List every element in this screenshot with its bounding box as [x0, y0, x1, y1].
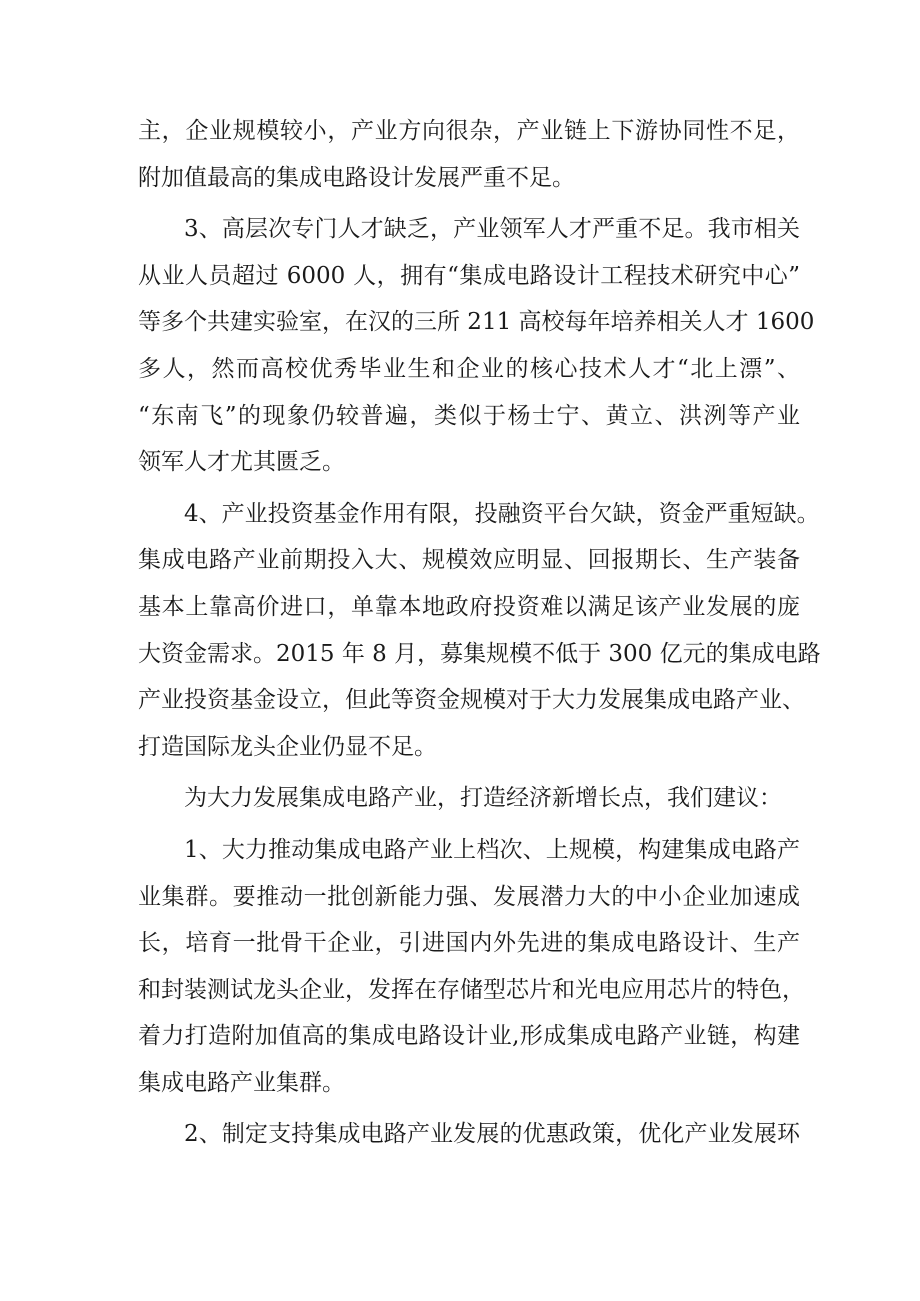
text-line: 附加值最高的集成电路设计发展严重不足。 [138, 164, 575, 191]
text-line: 1、大力推动集成电路产业上档次、上规模，构建集成电路产 [184, 836, 800, 863]
text-line: 为大力发展集成电路产业，打造经济新增长点，我们建议： [184, 785, 782, 812]
text-line: 产业投资基金设立，但此等资金规模对于大力发展集成电路产业、 [138, 687, 805, 714]
text-line: 主，企业规模较小，产业方向很杂，产业链上下游协同性不足， [138, 118, 800, 144]
text-line: 基本上靠高价进口，单靠本地政府投资难以满足该产业发展的庞 [138, 593, 800, 620]
text-line: 和封装测试龙头企业，发挥在存储型芯片和光电应用芯片的特色， [138, 976, 805, 1003]
text-line: 3、高层次专门人才缺乏，产业领军人才严重不足。我市相关 [184, 216, 800, 243]
text-line: 领军人才尤其匮乏。 [138, 449, 345, 476]
text-line: 4、产业投资基金作用有限，投融资平台欠缺，资金严重短缺。 [184, 500, 820, 527]
text-line: 着力打造附加值高的集成电路设计业,形成集成电路产业链，构建 [138, 1023, 800, 1050]
text-line: 多人，然而高校优秀毕业生和企业的核心技术人才“北上漂”、 [138, 355, 800, 382]
text-line: 打造国际龙头企业仍显不足。 [138, 733, 437, 760]
document-body [138, 108, 821, 1158]
text-line: “东南飞”的现象仍较普遍，类似于杨士宁、黄立、洪洌等产业 [138, 402, 800, 429]
text-line: 长，培育一批骨干企业，引进国内外先进的集成电路设计、生产 [138, 930, 800, 957]
text-line: 2、制定支持集成电路产业发展的优惠政策，优化产业发展环 [184, 1121, 800, 1148]
text-line: 等多个共建实验室，在汉的三所 211 高校每年培养相关人才 1600 [138, 309, 815, 336]
text-line: 从业人员超过 6000 人，拥有“集成电路设计工程技术研究中心” [138, 262, 800, 289]
text-line: 大资金需求。2015 年 8 月，募集规模不低于 300 亿元的集成电路 [138, 640, 821, 667]
text-line: 集成电路产业前期投入大、规模效应明显、回报期长、生产装备 [138, 547, 800, 574]
text-line: 集成电路产业集群。 [138, 1069, 345, 1096]
text-line: 业集群。要推动一批创新能力强、发展潜力大的中小企业加速成 [138, 883, 800, 910]
